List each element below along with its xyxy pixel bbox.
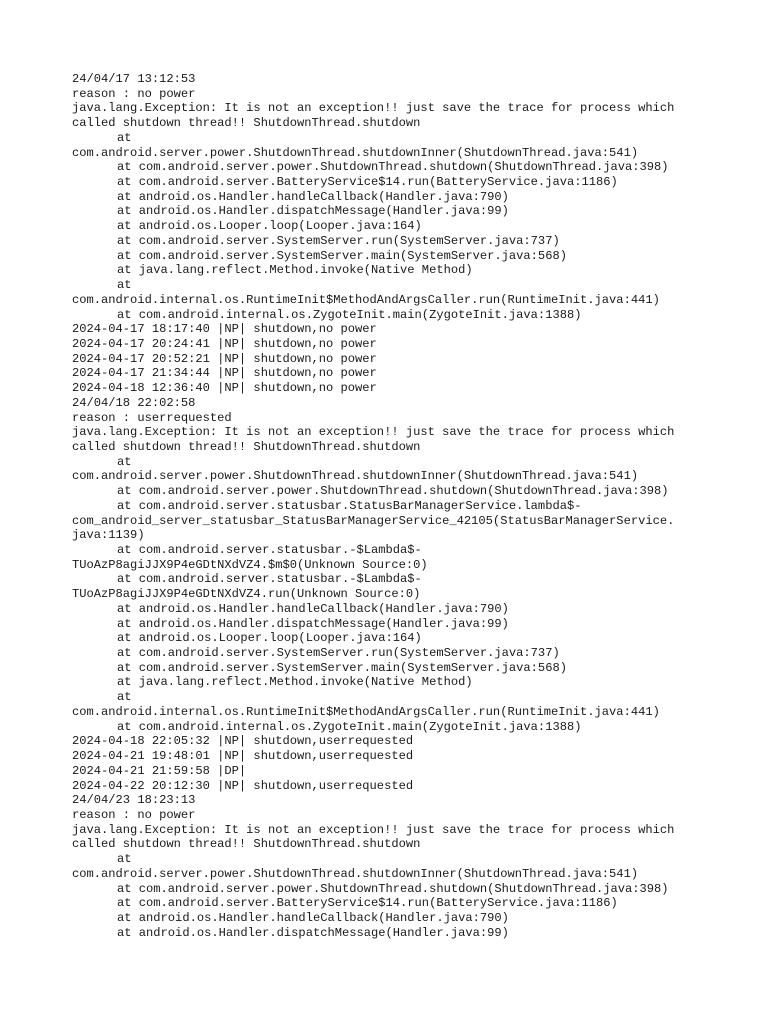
log-line: 2024-04-18 22:05:32 |NP| shutdown,userrequested bbox=[72, 734, 414, 749]
log-line: 2024-04-17 18:17:40 |NP| shutdown,no power bbox=[72, 322, 377, 337]
log-line: java:1139) bbox=[72, 528, 145, 543]
log-line: com_android_server_statusbar_StatusBarManagerService_42105(StatusBarManagerService. bbox=[72, 513, 675, 528]
stack-trace-line: at bbox=[117, 278, 132, 293]
stack-trace-line: at android.os.Handler.handleCallback(Handler.java:790) bbox=[117, 601, 509, 616]
log-line: 24/04/17 13:12:53 bbox=[72, 72, 196, 86]
log-line: 2024-04-21 21:59:58 |DP| bbox=[72, 763, 247, 778]
stack-trace-line: at com.android.server.SystemServer.run(SystemServer.java:737) bbox=[117, 646, 560, 661]
stack-trace-line: at com.android.server.BatteryService$14.run(BatteryService.java:1186) bbox=[117, 175, 618, 190]
stack-trace-line: at android.os.Handler.dispatchMessage(Handler.java:99) bbox=[117, 925, 509, 940]
stack-trace-line: at bbox=[117, 454, 132, 469]
log-line: 24/04/23 18:23:13 bbox=[72, 793, 196, 808]
log-line: TUoAzP8agiJJX9P4eGDtNXdVZ4.$m$0(Unknown Source:0) bbox=[72, 557, 428, 572]
log-line: java.lang.Exception: It is not an exception!! just save the trace for process which bbox=[72, 822, 675, 837]
stack-trace-line: at bbox=[117, 690, 132, 705]
stack-trace-line: at android.os.Looper.loop(Looper.java:164) bbox=[117, 631, 422, 646]
log-line: reason : userrequested bbox=[72, 410, 232, 425]
stack-trace-line: at com.android.internal.os.ZygoteInit.main(ZygoteInit.java:1388) bbox=[117, 719, 582, 734]
log-line: com.android.server.power.ShutdownThread.shutdownInner(ShutdownThread.java:541) bbox=[72, 866, 639, 881]
log-line: 2024-04-22 20:12:30 |NP| shutdown,userrequested bbox=[72, 778, 414, 793]
log-line: TUoAzP8agiJJX9P4eGDtNXdVZ4.run(Unknown Source:0) bbox=[72, 587, 421, 602]
log-line: reason : no power bbox=[72, 86, 196, 101]
stack-trace-line: at android.os.Handler.dispatchMessage(Handler.java:99) bbox=[117, 616, 509, 631]
stack-trace-line: at bbox=[117, 852, 132, 867]
stack-trace-line: at com.android.server.statusbar.-$Lambda$- bbox=[117, 572, 422, 587]
log-line: called shutdown thread!! ShutdownThread.shutdown bbox=[72, 837, 421, 852]
log-line: 2024-04-17 21:34:44 |NP| shutdown,no power bbox=[72, 366, 377, 381]
log-line: 2024-04-17 20:24:41 |NP| shutdown,no power bbox=[72, 336, 377, 351]
stack-trace-line: at com.android.server.power.ShutdownThread.shutdown(ShutdownThread.java:398) bbox=[117, 484, 669, 499]
stack-trace-line: at java.lang.reflect.Method.invoke(Native Method) bbox=[117, 263, 473, 278]
log-line: 2024-04-17 20:52:21 |NP| shutdown,no power bbox=[72, 351, 377, 366]
stack-trace-line: at com.android.server.BatteryService$14.run(BatteryService.java:1186) bbox=[117, 896, 618, 911]
log-line: com.android.internal.os.RuntimeInit$MethodAndArgsCaller.run(RuntimeInit.java:441) bbox=[72, 292, 660, 307]
log-line: java.lang.Exception: It is not an exception!! just save the trace for process which bbox=[72, 101, 675, 116]
stack-trace-line: at com.android.server.power.ShutdownThread.shutdown(ShutdownThread.java:398) bbox=[117, 881, 669, 896]
stack-trace-line: at com.android.server.SystemServer.main(SystemServer.java:568) bbox=[117, 660, 567, 675]
stack-trace-line: at android.os.Looper.loop(Looper.java:164) bbox=[117, 219, 422, 234]
stack-trace-line: at android.os.Handler.handleCallback(Handler.java:790) bbox=[117, 910, 509, 925]
log-line: 24/04/18 22:02:58 bbox=[72, 395, 196, 410]
log-line: com.android.server.power.ShutdownThread.shutdownInner(ShutdownThread.java:541) bbox=[72, 145, 639, 160]
log-line: 2024-04-21 19:48:01 |NP| shutdown,userrequested bbox=[72, 749, 414, 764]
log-document bbox=[72, 72, 712, 940]
stack-trace-line: at android.os.Handler.dispatchMessage(Handler.java:99) bbox=[117, 204, 509, 219]
log-line: com.android.internal.os.RuntimeInit$MethodAndArgsCaller.run(RuntimeInit.java:441) bbox=[72, 704, 660, 719]
stack-trace-line: at com.android.server.power.ShutdownThread.shutdown(ShutdownThread.java:398) bbox=[117, 160, 669, 175]
stack-trace-line: at com.android.server.statusbar.StatusBarManagerService.lambda$- bbox=[117, 498, 582, 513]
stack-trace-line: at android.os.Handler.handleCallback(Handler.java:790) bbox=[117, 189, 509, 204]
log-line: called shutdown thread!! ShutdownThread.shutdown bbox=[72, 116, 421, 131]
log-line: java.lang.Exception: It is not an exception!! just save the trace for process which bbox=[72, 425, 675, 440]
stack-trace-line: at java.lang.reflect.Method.invoke(Native Method) bbox=[117, 675, 473, 690]
stack-trace-line: at com.android.server.SystemServer.main(SystemServer.java:568) bbox=[117, 248, 567, 263]
stack-trace-line: at com.android.server.statusbar.-$Lambda$- bbox=[117, 543, 422, 557]
log-line: com.android.server.power.ShutdownThread.shutdownInner(ShutdownThread.java:541) bbox=[72, 469, 639, 484]
log-line: reason : no power bbox=[72, 807, 196, 822]
stack-trace-line: at com.android.server.SystemServer.run(SystemServer.java:737) bbox=[117, 233, 560, 248]
stack-trace-line: at com.android.internal.os.ZygoteInit.main(ZygoteInit.java:1388) bbox=[117, 307, 582, 322]
log-line: 2024-04-18 12:36:40 |NP| shutdown,no power bbox=[72, 381, 377, 396]
stack-trace-line: at bbox=[117, 130, 132, 145]
log-line: called shutdown thread!! ShutdownThread.shutdown bbox=[72, 439, 421, 454]
